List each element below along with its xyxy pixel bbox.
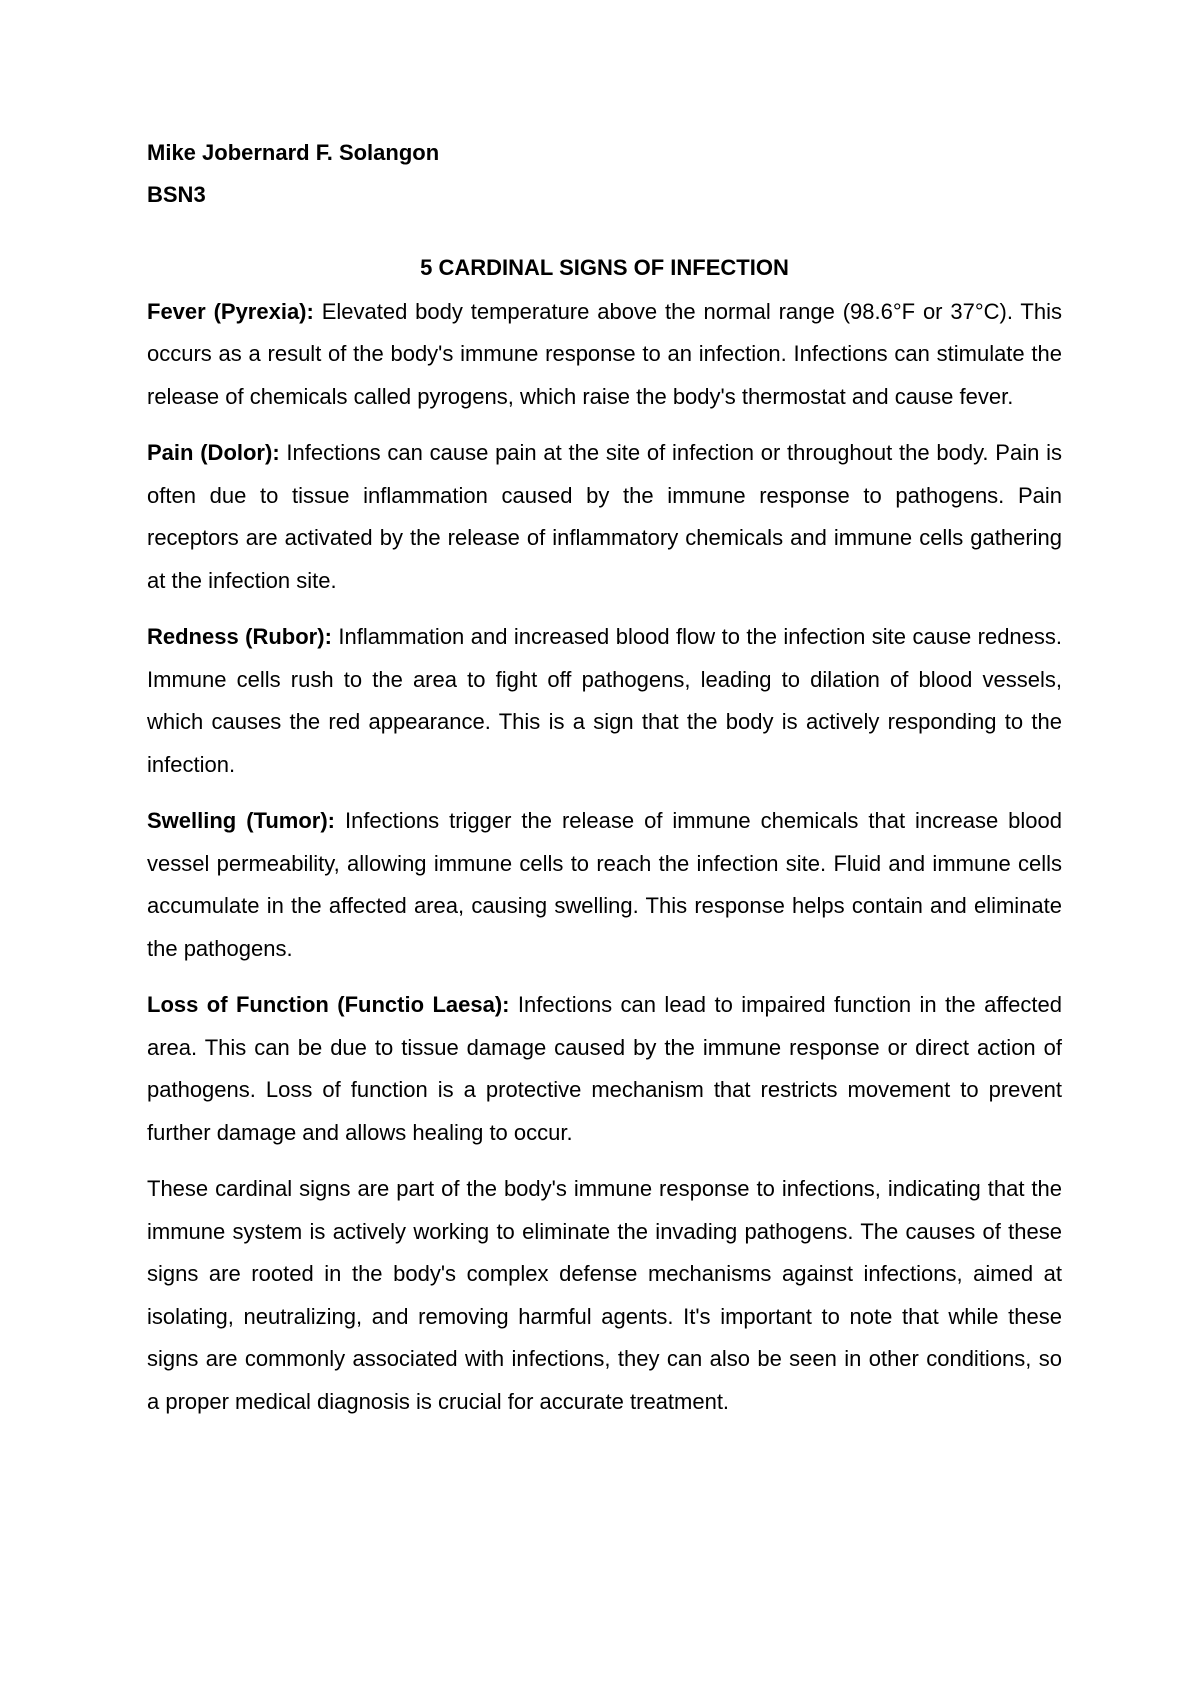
text-redness: Inflammation and increased blood flow to the infection site cause redness. Immune cells rush to the area to fight off pathogens, leading to dilation of blood vessels, which causes the red appearance. This is a sign that the body is actively responding to the infection. (147, 624, 1063, 777)
paragraph-swelling (147, 800, 1062, 970)
paragraph-fever (147, 291, 1062, 419)
paragraph-redness (147, 616, 1062, 786)
author-name: Mike Jobernard F. Solangon (147, 140, 440, 165)
term-redness: Redness (Rubor): (147, 624, 332, 650)
paragraph-loss-of-function (147, 984, 1062, 1154)
paragraph-conclusion: These cardinal signs are part of the body's immune response to infections, indicating that the immune system is actively working to eliminate the invading pathogens. The causes of these signs are rooted in the body's complex defense mechanisms against infections, aimed at isolating, neutralizing, and removing harmful agents. It's important to note that while these signs are commonly associated with infections, they can also be seen in other conditions, so a proper medical diagnosis is crucial for accurate treatment. (147, 1176, 1062, 1414)
spacer (147, 216, 1062, 250)
term-fever: Fever (Pyrexia): (147, 298, 314, 324)
term-loss-of-function: Loss of Function (Functio Laesa): (147, 992, 510, 1018)
text-fever: Elevated body temperature above the normal range (98.6°F or 37°C). This occurs as a result of the body's immune response to an infection. Infections can stimulate the release of chemicals called pyrogens, which raise the body's thermostat and cause fever. (147, 298, 1062, 409)
document-title: 5 CARDINAL SIGNS OF INFECTION (420, 254, 789, 280)
paragraph-pain (147, 432, 1062, 602)
term-pain: Pain (Dolor): (147, 440, 280, 466)
text-pain: Infections can cause pain at the site of infection or throughout the body. Pain is often due to tissue inflammation caused by the immune response to pathogens. Pain receptors are activated by the release of inflammatory chemicals and immune cells gathering at the infection site. (147, 440, 1062, 593)
text-swelling: Infections trigger the release of immune chemicals that increase blood vessel permeability, allowing immune cells to reach the infection site. Fluid and immune cells accumulate in the affected area, causing swelling. This response helps contain and eliminate the pathogens. (147, 808, 1063, 961)
term-swelling: Swelling (Tumor): (147, 808, 335, 834)
text-loss-of-function: Infections can lead to impaired function in the affected area. This can be due to tissue damage caused by the immune response or direct action of pathogens. Loss of function is a protective mechanism that restricts movement to prevent further damage and allows healing to occur. (147, 992, 1062, 1145)
course-label: BSN3 (147, 181, 206, 207)
document-page (147, 132, 1062, 1437)
